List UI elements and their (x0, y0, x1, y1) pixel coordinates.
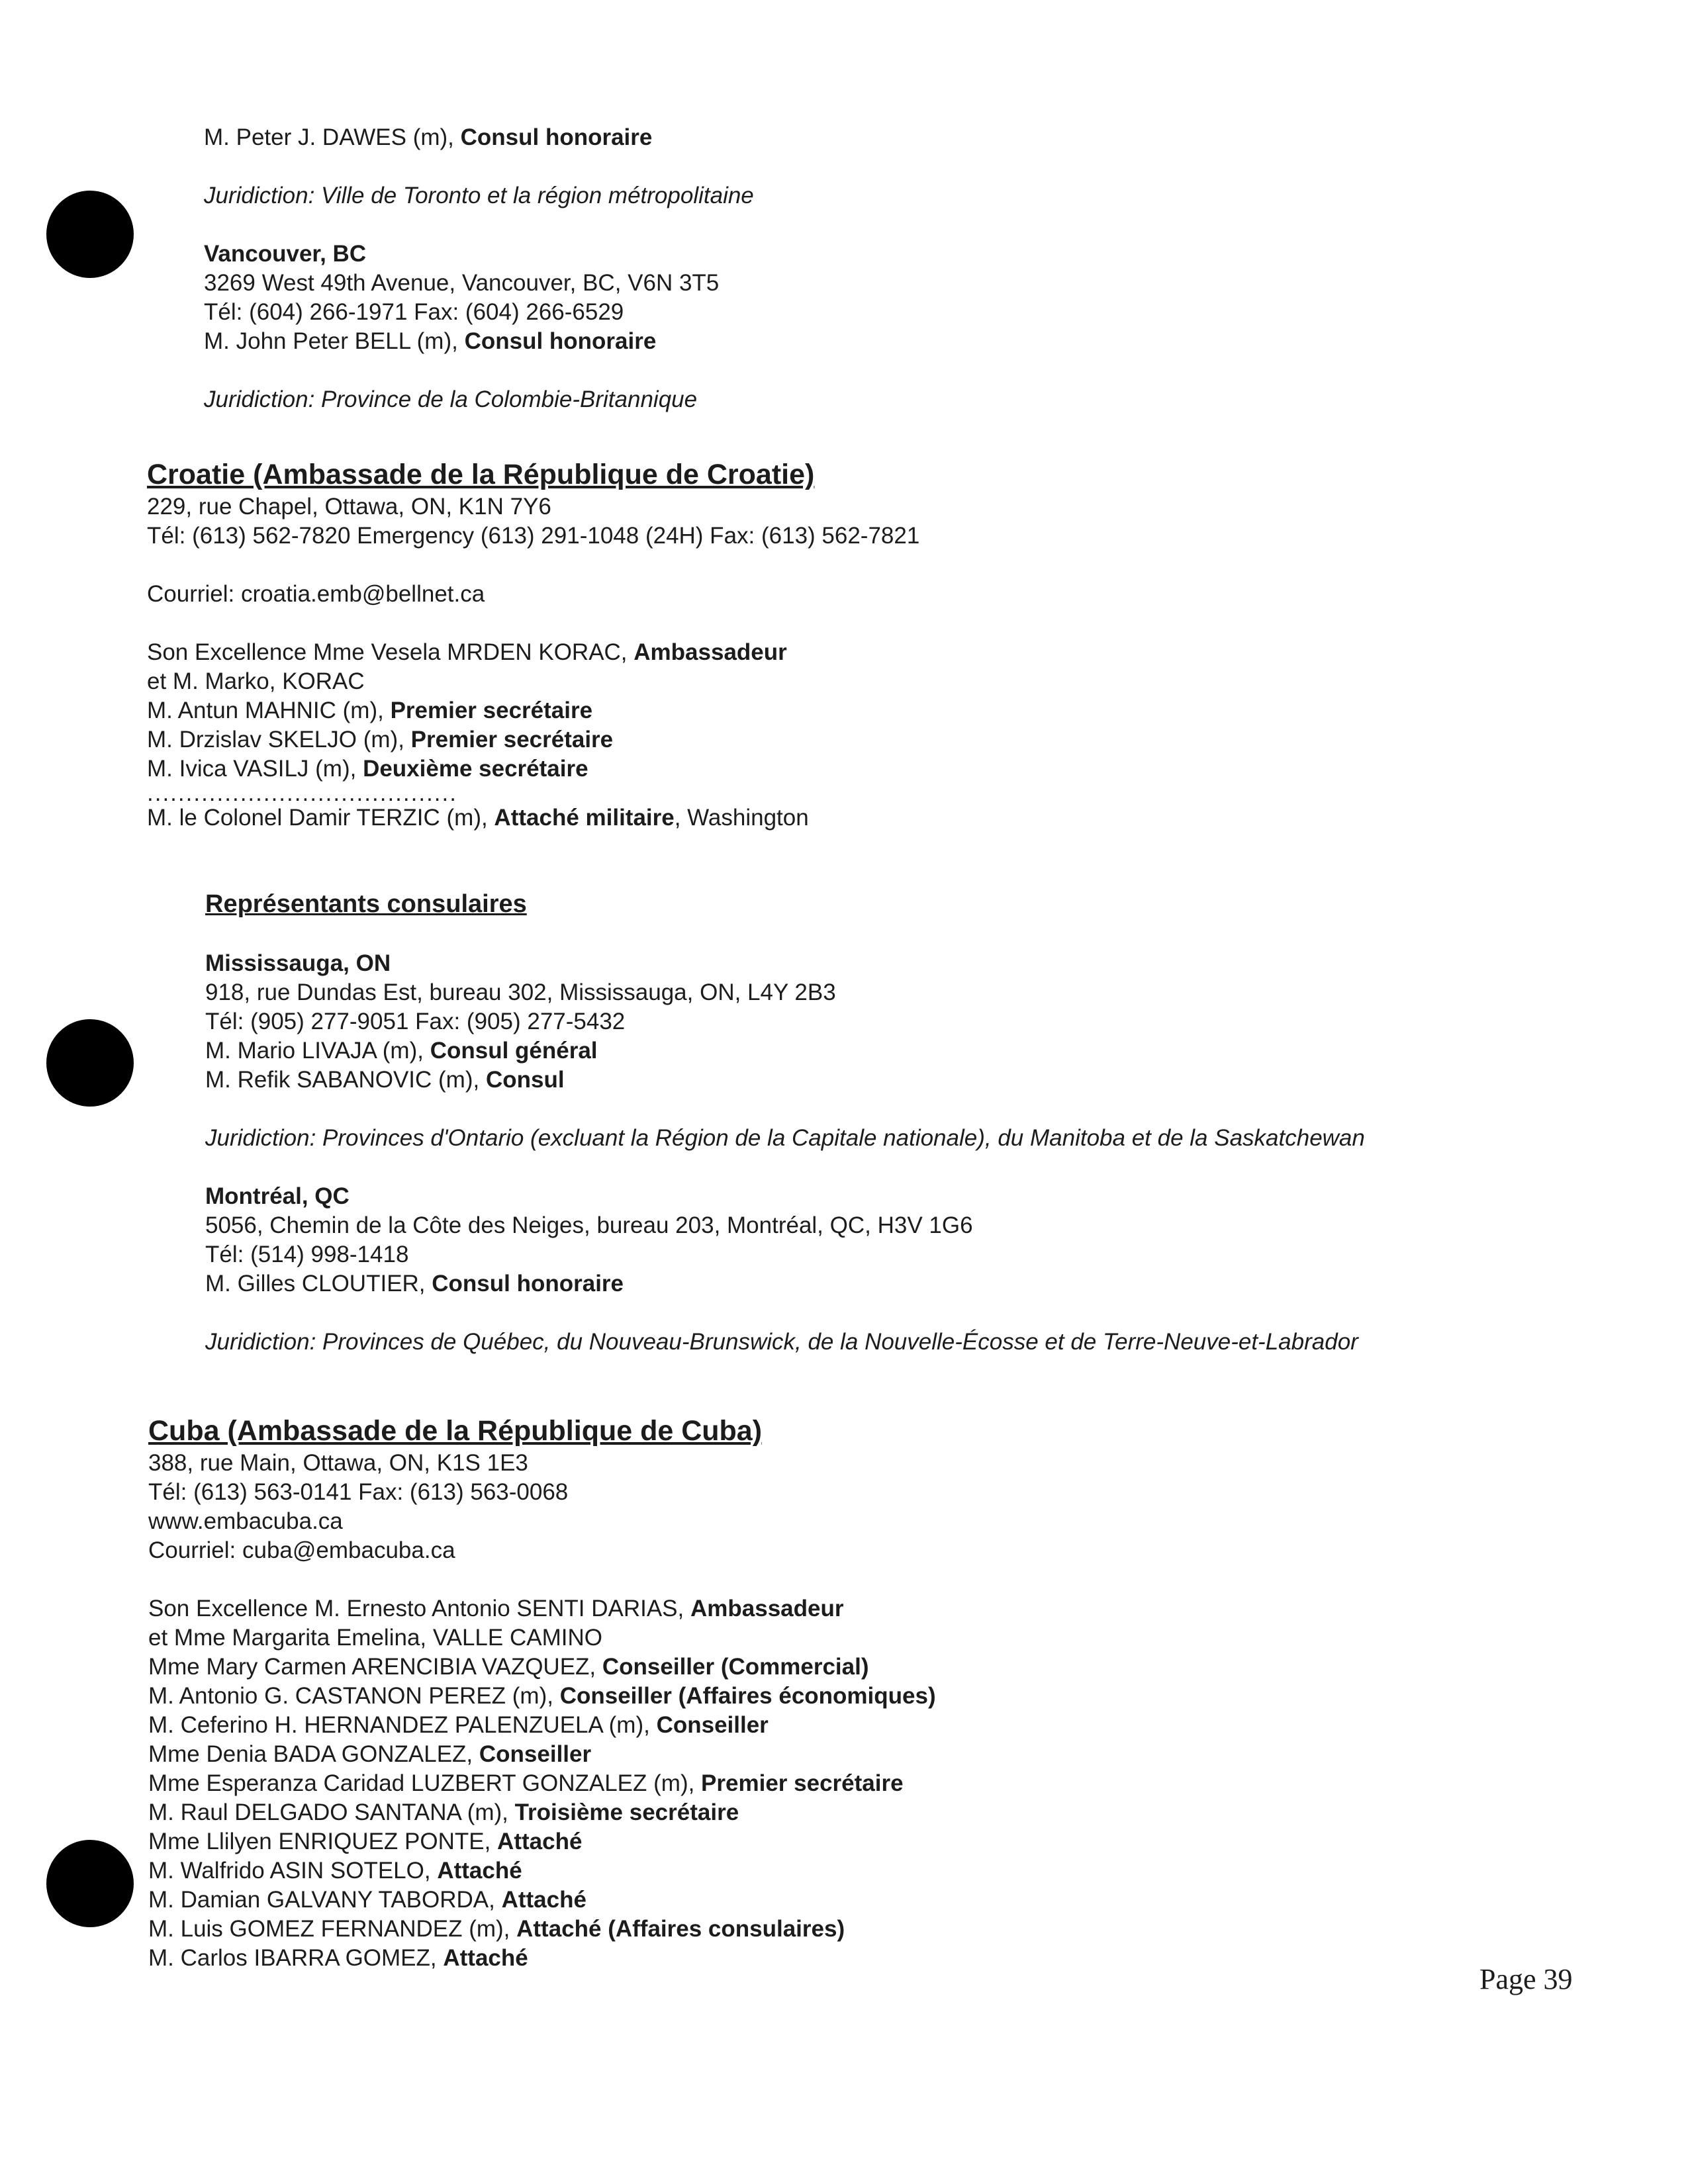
mississauga-address: 918, rue Dundas Est, bureau 302, Mississauga, ON, L4Y 2B3 (205, 979, 836, 1005)
cuba-staff-row (148, 1798, 1571, 1827)
person-title: Troisième secrétaire (514, 1799, 739, 1825)
croatia-email: Courriel: croatia.emb@bellnet.ca (147, 581, 485, 607)
person-title: Premier secrétaire (390, 698, 593, 723)
person-name: M. Raul DELGADO SANTANA (m), (148, 1799, 515, 1825)
punch-hole-top (46, 191, 134, 278)
dawes-entry (204, 123, 1627, 152)
person-name: M. Luis GOMEZ FERNANDEZ (m), (148, 1916, 517, 1942)
cuba-phone: Tél: (613) 563-0141 Fax: (613) 563-0068 (148, 1479, 569, 1505)
person-name: M. Peter J. DAWES (m), (204, 124, 461, 150)
croatia-heading: Croatie (Ambassade de la République de Croatie) (147, 459, 815, 490)
person-name: M. Ceferino H. HERNANDEZ PALENZUELA (m), (148, 1712, 657, 1738)
separator-dots: ........................................ (147, 780, 457, 806)
person-name: et Mme Margarita Emelina, VALLE CAMINO (148, 1625, 602, 1651)
person-name: M. Carlos IBARRA GOMEZ, (148, 1945, 444, 1971)
person-title: Ambassadeur (690, 1596, 844, 1621)
cuba-section (148, 1413, 1571, 1973)
cuba-website: www.embacuba.ca (148, 1508, 343, 1534)
croatia-military-row (147, 803, 1570, 833)
cuba-staff-row (148, 1682, 1571, 1711)
croatia-address: 229, rue Chapel, Ottawa, ON, K1N 7Y6 (147, 494, 551, 520)
toronto-vancouver-section (204, 123, 1627, 414)
montreal-phone: Tél: (514) 998-1418 (205, 1242, 409, 1267)
person-location: , Washington (674, 805, 809, 831)
person-name: M. John Peter BELL (m), (204, 328, 465, 354)
person-name: M. Antonio G. CASTANON PEREZ (m), (148, 1683, 560, 1709)
montreal-person-row (205, 1269, 1628, 1298)
person-title: Attaché militaire (494, 805, 675, 831)
cuba-staff-row (148, 1769, 1571, 1798)
montreal-jurisdiction: Juridiction: Provinces de Québec, du Nouveau-Brunswick, de la Nouvelle-Écosse et de Terre-Neuve-et-Labrador (205, 1329, 1358, 1355)
person-name: M. Mario LIVAJA (m), (205, 1038, 430, 1064)
cuba-staff-row (148, 1944, 1571, 1973)
mississauga-jurisdiction: Juridiction: Provinces d'Ontario (excluant la Région de la Capitale nationale), du Manitoba et de la Saskatchewan (205, 1125, 1365, 1151)
page-number: Page 39 (1479, 1963, 1573, 1995)
person-title: Consul honoraire (464, 328, 657, 354)
person-name: Mme Mary Carmen ARENCIBIA VAZQUEZ, (148, 1654, 602, 1680)
person-name: Mme Llilyen ENRIQUEZ PONTE, (148, 1829, 498, 1854)
person-name: M. Gilles CLOUTIER, (205, 1271, 432, 1297)
person-title: Attaché (Affaires consulaires) (516, 1916, 845, 1942)
cuba-staff-row (148, 1653, 1571, 1682)
mississauga-phone: Tél: (905) 277-9051 Fax: (905) 277-5432 (205, 1009, 626, 1034)
vancouver-city: Vancouver, BC (204, 241, 367, 267)
mississauga-person-row (205, 1036, 1628, 1066)
croatia-staff-row (147, 667, 1570, 696)
person-title: Attaché (437, 1858, 522, 1884)
person-title: Ambassadeur (633, 639, 787, 665)
cuba-staff-row (148, 1594, 1571, 1623)
person-title: Conseiller (Affaires économiques) (559, 1683, 936, 1709)
person-name: Son Excellence Mme Vesela MRDEN KORAC, (147, 639, 634, 665)
croatia-staff-row (147, 754, 1570, 784)
croatia-staff-row (147, 725, 1570, 754)
person-name: Mme Esperanza Caridad LUZBERT GONZALEZ (m), (148, 1770, 702, 1796)
montreal-address: 5056, Chemin de la Côte des Neiges, bureau 203, Montréal, QC, H3V 1G6 (205, 1212, 973, 1238)
cuba-staff-row (148, 1740, 1571, 1769)
person-name: M. Walfrido ASIN SOTELO, (148, 1858, 438, 1884)
cuba-heading: Cuba (Ambassade de la République de Cuba) (148, 1415, 763, 1447)
vancouver-phone: Tél: (604) 266-1971 Fax: (604) 266-6529 (204, 299, 624, 325)
cuba-staff-row (148, 1886, 1571, 1915)
bell-entry (204, 327, 1627, 356)
person-title: Conseiller (479, 1741, 592, 1767)
cuba-staff-row (148, 1856, 1571, 1886)
person-name: M. Ivica VASILJ (m), (147, 756, 363, 782)
person-name: M. Refik SABANOVIC (m), (205, 1067, 486, 1093)
person-title: Conseiller (656, 1712, 769, 1738)
person-title: Consul général (430, 1038, 598, 1064)
person-name: Son Excellence M. Ernesto Antonio SENTI DARIAS, (148, 1596, 690, 1621)
person-name: Mme Denia BADA GONZALEZ, (148, 1741, 479, 1767)
person-title: Consul honoraire (460, 124, 653, 150)
person-name: M. Antun MAHNIC (m), (147, 698, 391, 723)
cuba-staff-row (148, 1827, 1571, 1856)
punch-hole-bottom (46, 1840, 134, 1927)
person-title: Consul honoraire (432, 1271, 624, 1297)
cuba-address: 388, rue Main, Ottawa, ON, K1S 1E3 (148, 1450, 528, 1476)
croatia-staff-row (147, 696, 1570, 725)
croatia-staff-row (147, 638, 1570, 667)
person-title: Premier secrétaire (701, 1770, 904, 1796)
toronto-jurisdiction: Juridiction: Ville de Toronto et la région métropolitaine (204, 183, 754, 208)
punch-hole-middle (46, 1019, 134, 1107)
montreal-city: Montréal, QC (205, 1183, 350, 1209)
person-title: Deuxième secrétaire (363, 756, 588, 782)
person-name: M. le Colonel Damir TERZIC (m), (147, 805, 494, 831)
person-title: Premier secrétaire (410, 727, 614, 752)
croatia-phone: Tél: (613) 562-7820 Emergency (613) 291-1048 (24H) Fax: (613) 562-7821 (147, 523, 920, 549)
cuba-email: Courriel: cuba@embacuba.ca (148, 1537, 455, 1563)
person-title: Conseiller (Commercial) (602, 1654, 869, 1680)
consular-heading: Représentants consulaires (205, 890, 527, 918)
person-name: M. Drzislav SKELJO (m), (147, 727, 411, 752)
mississauga-person-row (205, 1066, 1628, 1095)
person-name: et M. Marko, KORAC (147, 668, 365, 694)
vancouver-jurisdiction: Juridiction: Province de la Colombie-Britannique (204, 387, 698, 412)
croatia-consular-section (205, 888, 1628, 1357)
cuba-staff-row (148, 1711, 1571, 1740)
vancouver-address: 3269 West 49th Avenue, Vancouver, BC, V6N 3T5 (204, 270, 720, 296)
cuba-staff-row (148, 1915, 1571, 1944)
person-title: Consul (485, 1067, 565, 1093)
person-title: Attaché (501, 1887, 586, 1913)
croatia-section (147, 457, 1570, 833)
person-title: Attaché (443, 1945, 528, 1971)
cuba-staff-row (148, 1623, 1571, 1653)
mississauga-city: Mississauga, ON (205, 950, 391, 976)
person-name: M. Damian GALVANY TABORDA, (148, 1887, 502, 1913)
person-title: Attaché (497, 1829, 583, 1854)
